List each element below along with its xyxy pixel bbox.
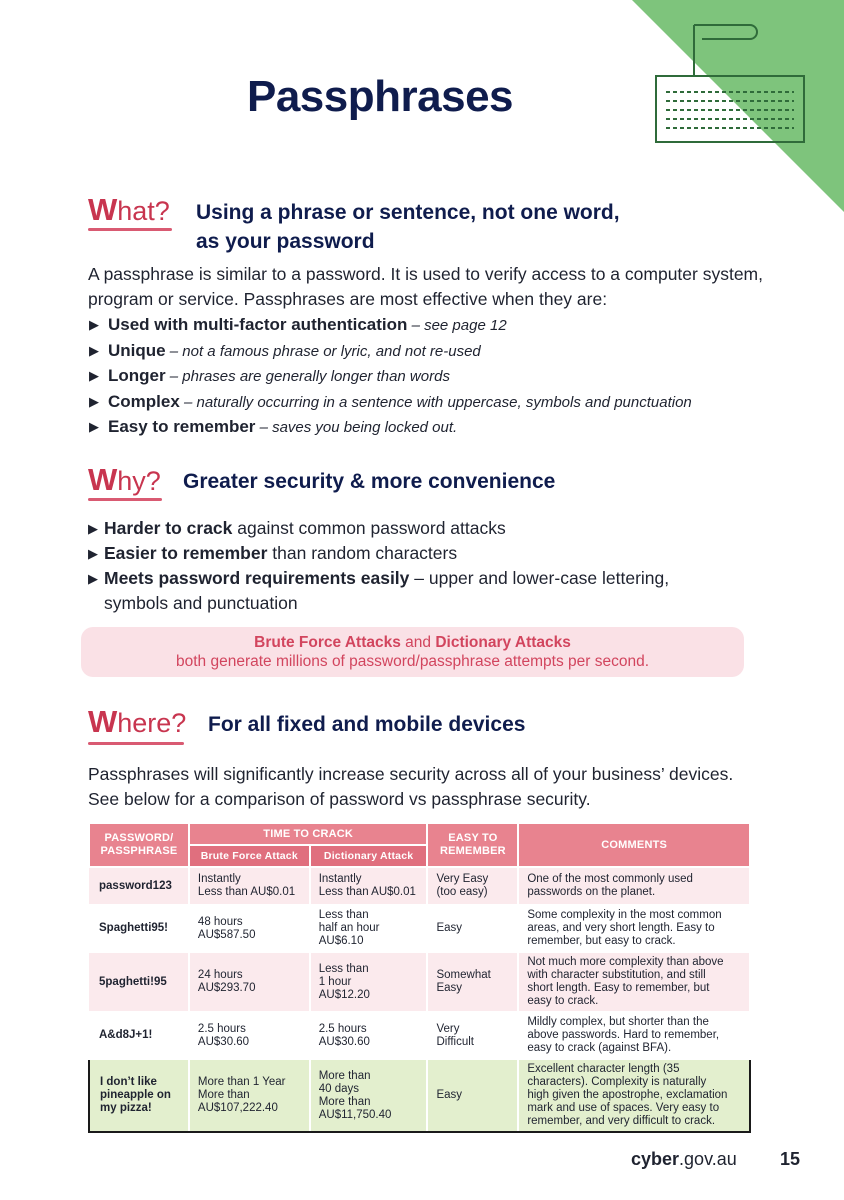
cell-line: One of the most commonly used (527, 873, 693, 885)
cell-line: Easy (436, 1089, 463, 1101)
cell-line: 40 days (318, 1082, 359, 1095)
header-dictionary: Dictionary Attack (310, 845, 428, 867)
where-label-rest: here? (117, 708, 187, 738)
callout-line1 (81, 633, 744, 652)
cell-line: 5paghetti!95 (99, 975, 167, 988)
cell-password (89, 867, 189, 905)
bullet-rest: – phrases are generally longer than words (165, 368, 450, 386)
callout-and: and (400, 634, 436, 651)
cell-line: Excellent character length (35 (527, 1063, 680, 1075)
what-paragraph-line2: program or service. Passphrases are most effective when they are: (88, 289, 608, 309)
what-bullet-list (88, 313, 692, 441)
bullet-bold: Unique (108, 340, 166, 360)
cell-dictionary (310, 1012, 428, 1059)
cell-dictionary (310, 867, 428, 905)
footer-site (631, 1149, 737, 1170)
page-number: 15 (780, 1149, 801, 1169)
cell-comment (518, 1059, 750, 1132)
list-item (88, 541, 788, 566)
cell-line: AU$6.10 (318, 935, 364, 947)
header-password-l2: PASSPHRASE (100, 845, 178, 857)
cell-line: with character substitution, and still (527, 969, 706, 981)
cell-password (89, 905, 189, 952)
bullet-rest: than random characters (267, 543, 458, 563)
cell-easy (427, 1059, 518, 1132)
header-time-to-crack: TIME TO CRACK (189, 823, 428, 845)
list-item (88, 390, 692, 416)
cell-brute-force (189, 1012, 310, 1059)
triangle-bullet-icon: ▶ (88, 571, 98, 586)
list-item (88, 566, 788, 616)
bullet-rest: – see page 12 (407, 317, 507, 334)
cell-brute-force (189, 867, 310, 905)
table-row (89, 905, 750, 952)
bullet-bold: Meets password requirements easily (104, 568, 410, 588)
cell-line: AU$293.70 (197, 982, 256, 994)
bullet-rest: – saves you being locked out. (255, 419, 458, 437)
cell-line: Spaghetti95! (99, 922, 169, 934)
callout-line2: both generate millions of password/passphrase attempts per second. (175, 653, 649, 670)
bullet-bold: Easier to remember (104, 543, 268, 563)
cell-comment (518, 867, 750, 905)
footer-site-rest: .gov.au (679, 1149, 737, 1169)
header-brute-force: Brute Force Attack (189, 845, 310, 867)
cell-line: 1 hour (318, 975, 352, 988)
what-underline (88, 228, 172, 231)
cell-line: Very (436, 1022, 460, 1035)
what-heading-line2: as your password (196, 230, 375, 253)
cell-line: Instantly (318, 873, 362, 885)
cell-line: 2.5 hours (318, 1022, 367, 1035)
cell-brute-force (189, 1059, 310, 1132)
cell-line: remember, but easy to crack. (527, 935, 676, 947)
cell-line: More than 1 Year (197, 1076, 286, 1088)
bullet-rest-line2: symbols and punctuation (104, 593, 298, 613)
cell-line: Easy (436, 922, 463, 934)
cell-line: More than (318, 1095, 371, 1108)
bullet-bold: Complex (108, 391, 180, 411)
why-heading: Greater security & more convenience (183, 470, 556, 493)
cell-dictionary (310, 1059, 428, 1132)
cell-easy (427, 867, 518, 905)
bullet-rest: – naturally occurring in a sentence with uppercase, symbols and punctuation (179, 393, 692, 411)
cell-dictionary (310, 905, 428, 952)
why-label-initial: W (88, 462, 118, 497)
cell-line: passwords on the planet. (527, 886, 656, 898)
cell-line: Easy (436, 982, 463, 994)
why-label-rest: hy? (117, 466, 161, 496)
cell-line: characters). Complexity is naturally (527, 1076, 707, 1088)
callout-brute-force: Brute Force Attacks (254, 634, 401, 651)
header-password (89, 823, 189, 867)
cell-line: password123 (99, 879, 172, 892)
cell-line: easy to crack (against BFA). (527, 1042, 672, 1054)
what-paragraph-line1: A passphrase is similar to a password. It is used to verify access to a computer system, (88, 264, 763, 284)
cell-brute-force (189, 952, 310, 1012)
where-heading: For all fixed and mobile devices (208, 713, 526, 736)
list-item (88, 516, 788, 541)
cell-line: areas, and very short length. Easy to (527, 922, 715, 934)
cell-line: easy to crack. (527, 995, 599, 1007)
cell-line: Not much more complexity than above (527, 956, 724, 968)
table-row (89, 1059, 750, 1132)
triangle-bullet-icon: ▶ (89, 393, 99, 409)
bullet-bold: Longer (108, 366, 166, 386)
cell-line: AU$12.20 (318, 988, 370, 1001)
cell-password (89, 952, 189, 1012)
where-underline (88, 742, 184, 745)
cell-line: above passwords. Hard to remember, (527, 1029, 720, 1041)
cell-line: AU$30.60 (197, 1035, 250, 1048)
cell-line: mark and use of spaces. Very easy to (527, 1102, 720, 1114)
header-easy-to-remember (427, 823, 518, 867)
attack-callout (81, 627, 744, 677)
where-paragraph (88, 762, 788, 812)
header-easy-l2: REMEMBER (440, 845, 506, 857)
where-label (88, 704, 186, 740)
comparison-table (88, 822, 751, 1133)
triangle-bullet-icon: ▶ (89, 419, 99, 435)
table-row (89, 867, 750, 905)
cell-password (89, 1059, 189, 1132)
cell-line: Very Easy (436, 873, 489, 885)
bullet-bold: Harder to crack (104, 518, 233, 538)
cell-line: high given the apostrophe, exclamation (527, 1089, 728, 1101)
what-label-initial: W (88, 192, 118, 227)
cell-easy (427, 905, 518, 952)
cell-comment (518, 1012, 750, 1059)
cell-easy (427, 1012, 518, 1059)
cell-easy (427, 952, 518, 1012)
cell-line: Mildly complex, but shorter than the (527, 1016, 709, 1028)
what-label (88, 192, 170, 228)
table-row (89, 952, 750, 1012)
bullet-rest: – not a famous phrase or lyric, and not re-used (165, 342, 481, 360)
cell-line: (too easy) (436, 886, 488, 898)
cell-brute-force (189, 905, 310, 952)
cell-password (89, 1012, 189, 1059)
triangle-bullet-icon: ▶ (88, 521, 98, 536)
cell-line: pineapple on (100, 1089, 171, 1101)
cell-line: 48 hours (197, 915, 243, 928)
table-body (89, 867, 750, 1132)
page-title: Passphrases (246, 72, 514, 121)
cell-line: Some complexity in the most common (527, 909, 722, 921)
cell-line: Less than (318, 909, 369, 921)
cell-line: More than (197, 1089, 250, 1101)
list-item (88, 415, 692, 441)
bullet-bold: Easy to remember (108, 417, 256, 437)
why-label (88, 462, 161, 498)
cell-line: AU$107,222.40 (197, 1102, 278, 1114)
why-bullet-list (88, 516, 788, 616)
why-underline (88, 498, 162, 501)
bullet-rest: against common password attacks (232, 518, 506, 538)
cell-line: A&d8J+1! (99, 1029, 153, 1041)
cell-line: Less than (318, 962, 369, 975)
header-easy-l1: EASY TO (448, 832, 498, 844)
cell-line: Somewhat (436, 969, 491, 981)
what-label-rest: hat? (117, 196, 170, 226)
triangle-bullet-icon: ▶ (88, 546, 98, 561)
where-label-initial: W (88, 704, 118, 739)
where-paragraph-line2: See below for a comparison of password vs passphrase security. (88, 789, 591, 809)
footer-site-bold: cyber (631, 1149, 680, 1169)
cell-line: 24 hours (197, 969, 243, 981)
cell-dictionary (310, 952, 428, 1012)
header-comments: COMMENTS (518, 823, 750, 867)
cell-line: More than (318, 1069, 371, 1082)
triangle-bullet-icon: ▶ (89, 342, 99, 358)
cell-comment (518, 952, 750, 1012)
cell-line: my pizza! (100, 1102, 152, 1114)
triangle-bullet-icon: ▶ (89, 368, 99, 384)
cell-line: AU$11,750.40 (318, 1108, 392, 1121)
cell-line: Instantly (197, 873, 241, 885)
bullet-rest: – upper and lower-case lettering, (409, 568, 670, 588)
cell-line: Difficult (436, 1035, 474, 1048)
cell-line: Less than AU$0.01 (197, 886, 296, 898)
what-heading (196, 198, 620, 256)
where-paragraph-line1: Passphrases will significantly increase security across all of your business’ devices. (88, 764, 734, 784)
header-password-l1: PASSWORD/ (104, 832, 174, 844)
cell-line: AU$30.60 (318, 1035, 370, 1048)
table-row (89, 1012, 750, 1059)
what-paragraph (88, 262, 788, 312)
list-item (88, 364, 692, 390)
triangle-bullet-icon: ▶ (89, 317, 99, 332)
cell-line: remember, and very difficult to crack. (527, 1115, 716, 1127)
list-item (88, 339, 692, 365)
cell-line: half an hour (318, 922, 380, 934)
callout-dictionary: Dictionary Attacks (435, 634, 571, 651)
cell-line: 2.5 hours (197, 1022, 246, 1035)
list-item (88, 313, 692, 339)
cell-line: I don’t like (100, 1076, 157, 1088)
bullet-bold: Used with multi-factor authentication (108, 315, 408, 334)
cell-comment (518, 905, 750, 952)
cell-line: short length. Easy to remember, but (527, 982, 710, 994)
cell-line: AU$587.50 (197, 928, 256, 941)
what-heading-line1: Using a phrase or sentence, not one word, (196, 201, 620, 224)
cell-line: Less than AU$0.01 (318, 886, 416, 898)
